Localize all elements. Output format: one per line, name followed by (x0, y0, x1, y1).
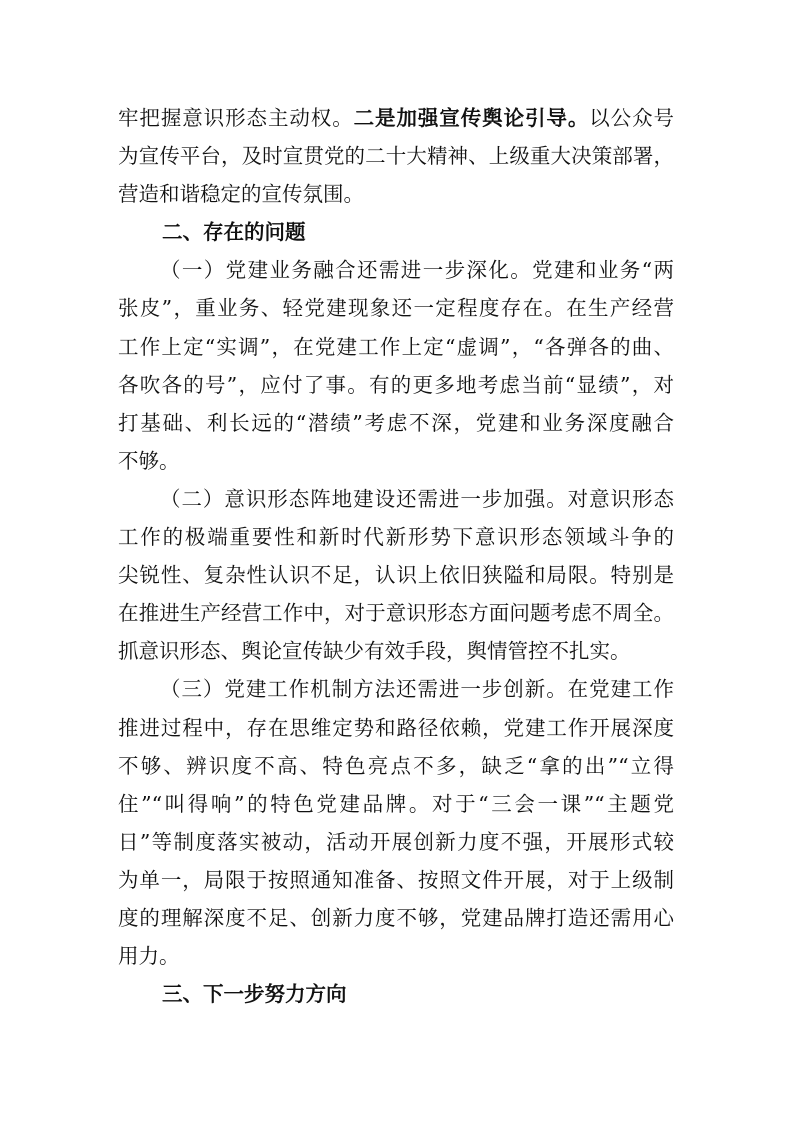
paragraph-line: 打基础、利长远的“潜绩”考虑不深，党建和业务深度融合 (118, 410, 674, 435)
paragraph-line: 各吹各的号”，应付了事。有的更多地考虑当前“显绩”，对 (118, 372, 674, 397)
paragraph-line: 工作上定“实调”，在党建工作上定“虚调”，“各弹各的曲、 (118, 334, 674, 359)
paragraph-line: 抓意识形态、舆论宣传缺少有效手段，舆情管控不扎实。 (118, 639, 631, 664)
bold-text-run: 二是加强宣传舆论引导。 (353, 106, 590, 130)
paragraph-line: 在推进生产经营工作中，对于意识形态方面问题考虑不周全。 (118, 601, 674, 626)
text-run: 以公众号 (589, 106, 675, 130)
paragraph-line: 度的理解深度不足、创新力度不够，党建品牌打造还需用心 (118, 905, 674, 930)
document-body (118, 99, 674, 1013)
paragraph-line: 推进过程中，存在思维定势和路径依赖，党建工作开展深度 (118, 715, 674, 740)
paragraph-line: 不够、辨识度不高、特色亮点不多，缺乏“拿的出”“立得 (118, 753, 674, 778)
paragraph-line: 营造和谐稳定的宣传氛围。 (118, 182, 364, 207)
paragraph-line: （一）党建业务融合还需进一步深化。党建和业务“两 (160, 258, 674, 283)
paragraph-line: 住”“叫得响”的特色党建品牌。对于“三会一课”“主题党 (118, 791, 674, 816)
paragraph-line: 用力。 (118, 944, 180, 969)
section-heading-problems: 二、存在的问题 (162, 220, 306, 245)
paragraph-line: （三）党建工作机制方法还需进一步创新。在党建工作 (160, 677, 674, 702)
section-heading-next-steps: 三、下一步努力方向 (162, 982, 347, 1007)
paragraph-line: 张皮”，重业务、轻党建现象还一定程度存在。在生产经营 (118, 296, 674, 321)
paragraph-line: 尖锐性、复杂性认识不足，认识上依旧狭隘和局限。特别是 (118, 563, 674, 588)
paragraph-line: 不够。 (118, 448, 180, 473)
paragraph-line: （二）意识形态阵地建设还需进一步加强。对意识形态 (160, 486, 674, 511)
paragraph-line: 为单一，局限于按照通知准备、按照文件开展，对于上级制 (118, 867, 674, 892)
paragraph-line (118, 99, 674, 137)
paragraph-line: 工作的极端重要性和新时代新形势下意识形态领域斗争的 (118, 525, 674, 550)
text-run: 牢把握意识形态主动权。 (118, 106, 354, 130)
paragraph-line: 为宣传平台，及时宣贯党的二十大精神、上级重大决策部署， (118, 144, 674, 169)
paragraph-line: 日”等制度落实被动，活动开展创新力度不强，开展形式较 (118, 829, 674, 854)
